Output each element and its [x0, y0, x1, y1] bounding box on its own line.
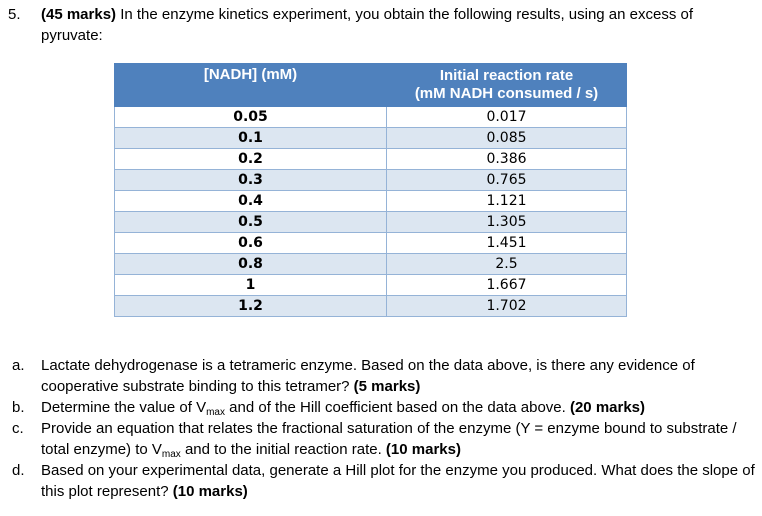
- table-row: [115, 275, 627, 296]
- nadh-cell: 0.6: [115, 233, 387, 254]
- question-text: [41, 4, 756, 46]
- rate-cell: 1.305: [387, 212, 627, 233]
- rate-cell: 0.085: [387, 128, 627, 149]
- part-d: [8, 460, 758, 502]
- nadh-cell: 1.2: [115, 296, 387, 317]
- part-a-text: Lactate dehydrogenase is a tetrameric enzyme. Based on the data above, is there any evidence of cooperative substrate binding to this tetramer?: [41, 357, 695, 395]
- rate-cell: 1.451: [387, 233, 627, 254]
- nadh-cell: 0.2: [115, 149, 387, 170]
- part-b-sub: max: [206, 407, 225, 418]
- sub-questions: [8, 355, 758, 502]
- table-header-row: [115, 64, 627, 107]
- header-rate: [387, 64, 627, 107]
- nadh-cell: 0.3: [115, 170, 387, 191]
- header-nadh: [NADH] (mM): [115, 64, 387, 107]
- part-c-text1: Provide an equation that relates the fractional saturation of the enzyme (Y = enzyme bound to substrate / total enzyme) to V: [41, 420, 737, 458]
- table-row: [115, 233, 627, 254]
- header-rate-line2: (mM NADH consumed / s): [414, 85, 599, 102]
- rate-cell: 2.5: [387, 254, 627, 275]
- table-row: [115, 191, 627, 212]
- table-row: [115, 149, 627, 170]
- rate-cell: 0.017: [387, 107, 627, 128]
- rate-cell: 0.386: [387, 149, 627, 170]
- header-rate-line1: Initial reaction rate: [439, 67, 574, 84]
- part-a-marks: (5 marks): [353, 378, 421, 395]
- table-row: [115, 296, 627, 317]
- part-b-text2: and of the Hill coefficient based on the data above.: [225, 399, 570, 416]
- part-a-label: a.: [12, 357, 25, 374]
- part-c-sub: max: [161, 449, 181, 460]
- table-row: [115, 254, 627, 275]
- question-body: In the enzyme kinetics experiment, you obtain the following results, using an excess of pyruvate:: [41, 6, 694, 44]
- part-c-text2: and to the initial reaction rate.: [180, 441, 386, 458]
- nadh-cell: 0.8: [115, 254, 387, 275]
- nadh-cell: 0.5: [115, 212, 387, 233]
- nadh-cell: 0.1: [115, 128, 387, 149]
- nadh-cell: 0.05: [115, 107, 387, 128]
- kinetics-table: [114, 63, 627, 317]
- rate-cell: 1.702: [387, 296, 627, 317]
- part-c: [8, 418, 758, 460]
- part-d-text: Based on your experimental data, generate a Hill plot for the enzyme you produced. What does the slope of this plot represent?: [41, 462, 755, 500]
- rate-cell: 1.121: [387, 191, 627, 212]
- question-number: 5.: [8, 6, 21, 23]
- table-row: [115, 128, 627, 149]
- part-c-label: c.: [12, 420, 24, 437]
- question-marks: (45 marks): [41, 6, 117, 23]
- table-row: [115, 170, 627, 191]
- part-c-marks: (10 marks): [385, 441, 461, 458]
- table-row: [115, 107, 627, 128]
- nadh-cell: 1: [115, 275, 387, 296]
- part-b-text1: Determine the value of V: [41, 399, 207, 416]
- rate-cell: 1.667: [387, 275, 627, 296]
- part-d-label: d.: [12, 462, 25, 479]
- nadh-cell: 0.4: [115, 191, 387, 212]
- part-a: [8, 355, 758, 397]
- part-b-marks: (20 marks): [569, 399, 646, 416]
- part-b-label: b.: [12, 399, 25, 416]
- table-row: [115, 212, 627, 233]
- part-b: [8, 397, 758, 418]
- rate-cell: 0.765: [387, 170, 627, 191]
- part-d-marks: (10 marks): [172, 483, 248, 500]
